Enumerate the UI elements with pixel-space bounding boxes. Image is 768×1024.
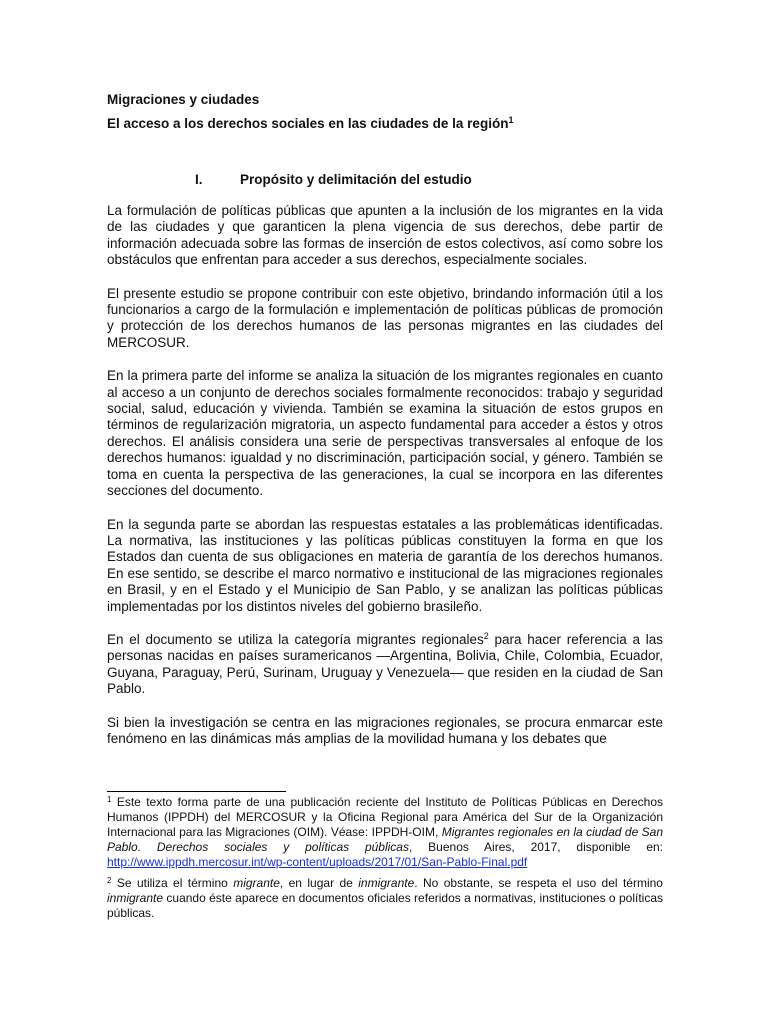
section-title: Propósito y delimitación del estudio — [240, 172, 472, 187]
footnote-2-italic-a: migrante — [233, 876, 280, 890]
footnote-2-text-c: . No obstante, se respeta el uso del término — [414, 876, 663, 890]
paragraph-3: En la primera parte del informe se analiza la situación de los migrantes regionales en cuanto al acceso a un conjunto de derechos sociales formalmente reconocidos: trabajo y seguridad social, salud, educación y vivienda. También se examina la situación de estos grupos en términos de regularización migratoria, un aspecto fundamental para acceder a éstos y otros derechos. El análisis considera una serie de perspectivas transversales al enfoque de los derechos humanos: igualdad y no discriminación, participación social, y género. También se toma en cuenta la perspectiva de las generaciones, la cual se incorpora en las diferentes secciones del documento. — [107, 368, 663, 499]
footnote-1-text-cont: , Buenos Aires, 2017, disponible en: — [409, 840, 663, 854]
subtitle-text: El acceso a los derechos sociales en las ciudades de la región — [107, 116, 509, 131]
footnote-2-marker: 2 — [107, 876, 112, 885]
footnote-1-italic-title: Migrantes regionales en la ciudad de San Pablo. Derechos sociales y políticas públicas — [107, 825, 664, 854]
footnote-2-text-d: cuando éste aparece en documentos oficiales referidos a normativas, instituciones o políticas públicas. — [107, 891, 663, 920]
section-number: I. — [195, 172, 203, 187]
paragraph-6: Si bien la investigación se centra en las migraciones regionales, se procura enmarcar este fenómeno en las dinámicas más amplias de la movilidad humana y los debates que — [107, 714, 663, 746]
document-subtitle — [107, 116, 513, 131]
footnote-1 — [107, 795, 663, 870]
footnote-1-marker: 1 — [107, 795, 112, 804]
document-title: Migraciones y ciudades — [107, 92, 260, 107]
footnote-ref-2[interactable]: 2 — [483, 630, 489, 641]
footnote-ref-1[interactable]: 1 — [508, 115, 514, 125]
footnotes — [107, 795, 663, 927]
footnote-2-italic-c: inmigrante — [107, 891, 164, 905]
paragraph-4: En la segunda parte se abordan las respuestas estatales a las problemáticas identificadas. La normativa, las instituciones y las políticas públicas constituyen la forma en que los Estados dan cuenta de sus obligaciones en materia de garantía de los derechos humanos. En ese sentido, se describe el marco normativo e institucional de las migraciones regionales en Brasil, y en el Estado y el Municipio de San Pablo, y se analizan las políticas públicas implementadas por los distintos niveles del gobierno brasileño. — [107, 516, 663, 614]
footnote-2-italic-b: inmigrante — [358, 876, 415, 890]
footnote-1-text: Este texto forma parte de una publicación reciente del Instituto de Políticas Públicas en Derechos Humanos (IPPDH) del MERCOSUR y la Oficina Regional para América del Sur de la Organización Internacional para las Migraciones (OIM). Véase: IPPDH-OIM, — [107, 795, 663, 839]
footnote-2 — [107, 876, 663, 921]
section-heading — [195, 172, 472, 187]
footnote-2-text-a: Se utiliza el término — [111, 876, 234, 890]
footnote-separator — [107, 791, 286, 792]
paragraph-5-end: para hacer referencia a las personas nacidas en países suramericanos —Argentina, Bolivia, Chile, Colombia, Ecuador, Guyana, Paraguay, Perú, Surinam, Uruguay y Venezuela— que residen en la ciudad de San Pablo. — [107, 631, 663, 697]
paragraph-2: El presente estudio se propone contribuir con este objetivo, brindando información útil a los funcionarios a cargo de la formulación e implementación de políticas públicas de promoción y protección de los derechos humanos de las personas migrantes en las ciudades del MERCOSUR. — [107, 285, 663, 350]
body-text — [107, 203, 663, 764]
paragraph-5 — [107, 632, 663, 698]
paragraph-1: La formulación de políticas públicas que apunten a la inclusión de los migrantes en la vida de las ciudades y que garanticen la plena vigencia de sus derechos, debe partir de información adecuada sobre las formas de inserción de estos colectivos, así como sobre los obstáculos que enfrentan para acceder a sus derechos, especialmente sociales. — [107, 203, 663, 268]
footnote-2-text-b: , en lugar de — [279, 876, 359, 890]
footnote-1-link[interactable]: http://www.ippdh.mercosur.int/wp-content/uploads/2017/01/San-Pablo-Final.pdf — [107, 855, 528, 869]
paragraph-5-start: En el documento se utiliza la categoría migrantes regionales — [107, 631, 484, 647]
